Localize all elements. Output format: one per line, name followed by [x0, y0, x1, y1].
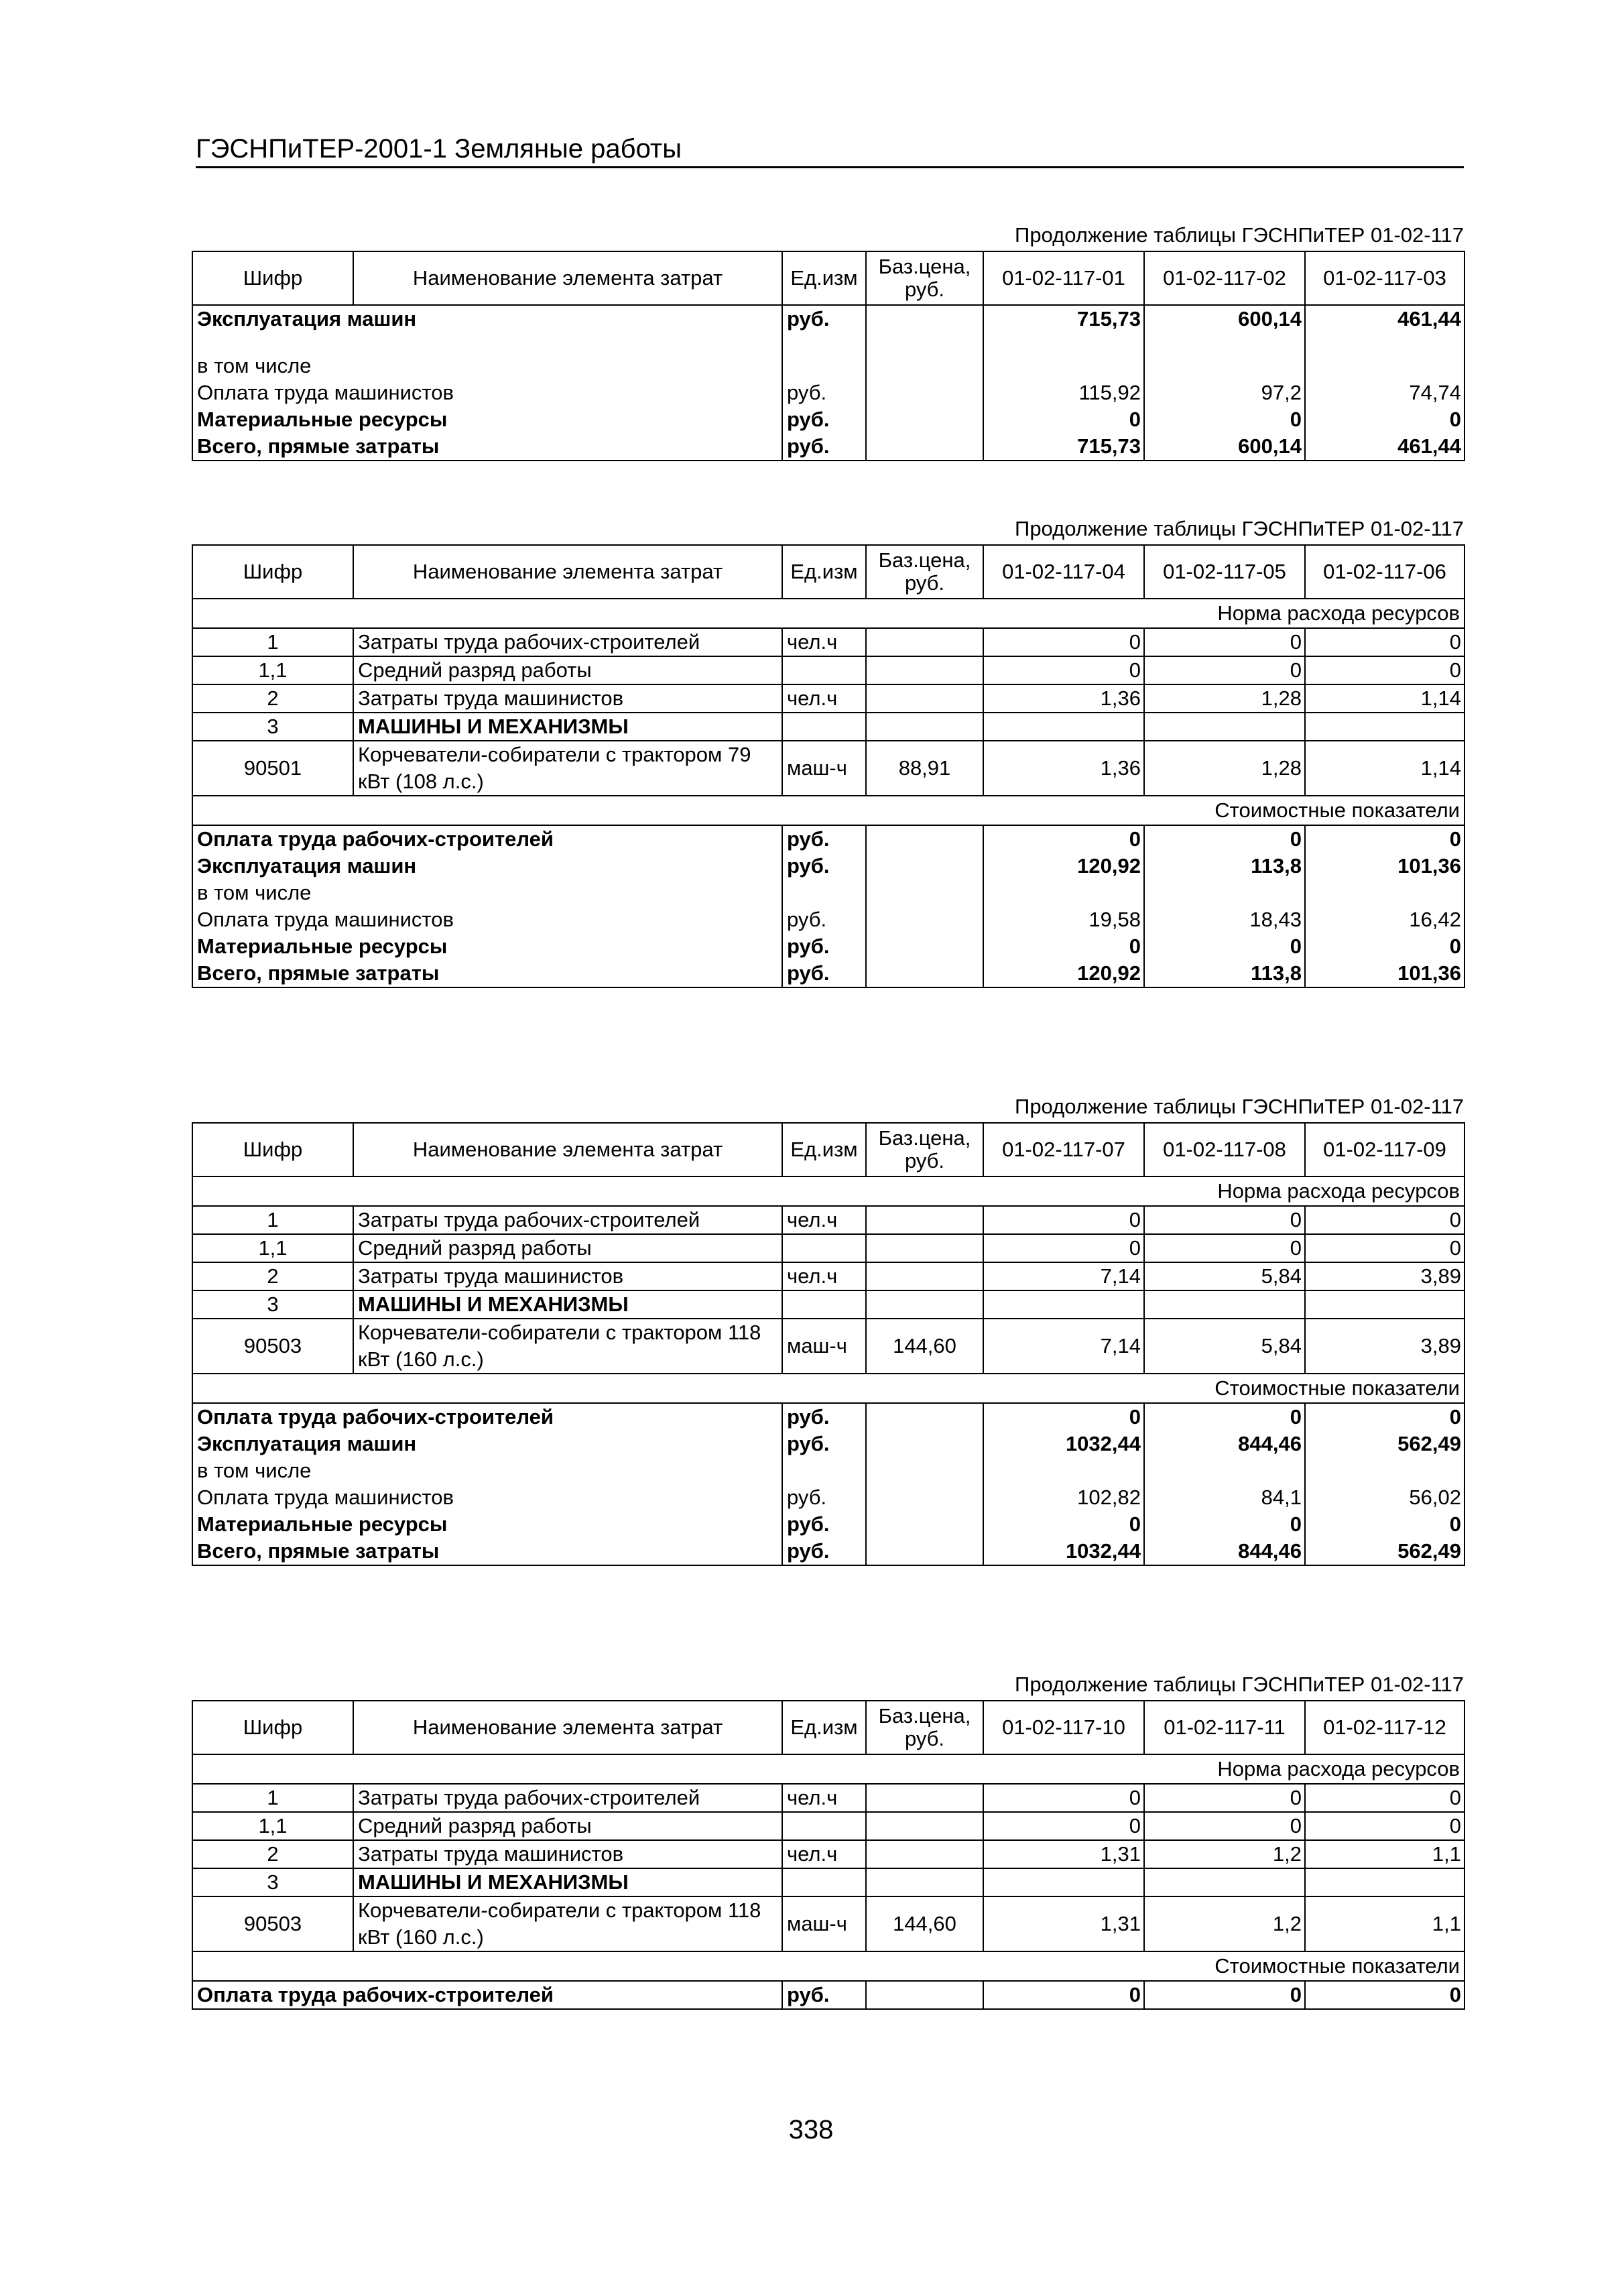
resource-row: [192, 741, 1464, 796]
value-cell: 113,8: [1144, 853, 1305, 880]
resource-row: [192, 1812, 1464, 1840]
value-cell: 844,46: [1144, 1538, 1305, 1565]
value-cell: 84,1: [1144, 1484, 1305, 1511]
col-header-shifr: Шифр: [192, 545, 353, 599]
price-cell: [866, 1403, 983, 1431]
value-cell: 0: [1305, 1812, 1464, 1840]
col-header-unit: Ед.изм: [782, 545, 866, 599]
col-header-unit: Ед.изм: [782, 1701, 866, 1754]
table-row: [192, 379, 1464, 406]
resource-row: [192, 1840, 1464, 1868]
col-header-code: 01-02-117-05: [1144, 545, 1305, 599]
value-cell: [1144, 880, 1305, 906]
value-cell: 120,92: [983, 960, 1144, 987]
value-cell: 0: [1305, 1784, 1464, 1812]
value-cell: 0: [983, 933, 1144, 960]
value-cell: 16,42: [1305, 906, 1464, 933]
value-cell: 7,14: [983, 1319, 1144, 1374]
resource-name: Средний разряд работы: [353, 656, 782, 684]
value-cell: 0: [983, 1511, 1144, 1538]
resource-row: [192, 1784, 1464, 1812]
resource-name: Затраты труда рабочих-строителей: [353, 1784, 782, 1812]
value-cell: 101,36: [1305, 853, 1464, 880]
value-cell: 0: [1144, 1234, 1305, 1262]
value-cell: 0: [1305, 933, 1464, 960]
section-band-norm: Норма расхода ресурсов: [192, 1176, 1464, 1206]
resource-price: [866, 1206, 983, 1234]
cost-rows: [192, 1403, 1464, 1565]
value-cell: [1144, 1457, 1305, 1484]
col-header-base-price: Баз.цена, руб.: [866, 1123, 983, 1176]
resource-name: Затраты труда рабочих-строителей: [353, 1206, 782, 1234]
cost-row: [192, 1403, 1464, 1431]
row-label-labor-workers: Оплата труда рабочих-строителей: [192, 1403, 782, 1431]
resource-unit: маш-ч: [782, 1896, 866, 1951]
value-cell: 0: [983, 1403, 1144, 1431]
resource-price: [866, 1262, 983, 1290]
value-cell: 1,31: [983, 1896, 1144, 1951]
col-header-code: 01-02-117-08: [1144, 1123, 1305, 1176]
value-cell: 1,36: [983, 741, 1144, 796]
value-cell: 115,92: [983, 379, 1144, 406]
value-cell: 0: [983, 1206, 1144, 1234]
resource-row: [192, 713, 1464, 741]
col-header-base-price: Баз.цена, руб.: [866, 1701, 983, 1754]
cost-row: [192, 1457, 1464, 1484]
value-cell: [1144, 1868, 1305, 1896]
col-header-code: 01-02-117-10: [983, 1701, 1144, 1754]
resource-price: [866, 656, 983, 684]
value-cell: [983, 1457, 1144, 1484]
resource-rows: [192, 628, 1464, 796]
price-cell: [866, 933, 983, 960]
price-cell: [866, 906, 983, 933]
value-cell: 0: [1144, 628, 1305, 656]
col-header-unit: Ед.изм: [782, 1123, 866, 1176]
price-cell: [866, 1538, 983, 1565]
value-cell: 0: [1144, 1784, 1305, 1812]
resource-name: МАШИНЫ И МЕХАНИЗМЫ: [353, 1868, 782, 1896]
cost-rows: [192, 1981, 1464, 2009]
unit-cell: руб.: [782, 1538, 866, 1565]
price-cell: [866, 1511, 983, 1538]
value-cell: 844,46: [1144, 1431, 1305, 1457]
row-label-machines: Эксплуатация машин: [192, 305, 782, 333]
value-cell: 1,14: [1305, 741, 1464, 796]
value-cell: 1,31: [983, 1840, 1144, 1868]
value-cell: [1144, 713, 1305, 741]
cost-rows: [192, 825, 1464, 987]
value-cell: 102,82: [983, 1484, 1144, 1511]
cost-row: [192, 1431, 1464, 1457]
resource-code: 1,1: [192, 1812, 353, 1840]
col-header-shifr: Шифр: [192, 1701, 353, 1754]
unit-cell: руб.: [782, 825, 866, 853]
resource-rows: [192, 1206, 1464, 1374]
row-label-machines: Эксплуатация машин: [192, 853, 782, 880]
col-header-shifr: Шифр: [192, 1123, 353, 1176]
unit-cell: руб.: [782, 906, 866, 933]
value-cell: 3,89: [1305, 1262, 1464, 1290]
resource-row: [192, 1896, 1464, 1951]
value-cell: 120,92: [983, 853, 1144, 880]
row-label-labor-operators: Оплата труда машинистов: [192, 1484, 782, 1511]
unit-cell: руб.: [782, 305, 866, 333]
value-cell: 0: [983, 1981, 1144, 2009]
resource-code: 3: [192, 713, 353, 741]
value-cell: 461,44: [1305, 305, 1464, 333]
resource-code: 90503: [192, 1896, 353, 1951]
value-cell: 0: [983, 1812, 1144, 1840]
cost-row: [192, 880, 1464, 906]
table-caption: Продолжение таблицы ГЭСНПиТЕР 01-02-117: [1015, 1095, 1464, 1118]
unit-cell: руб.: [782, 1431, 866, 1457]
col-header-code: 01-02-117-03: [1305, 251, 1464, 305]
resource-unit: чел.ч: [782, 1262, 866, 1290]
col-header-code: 01-02-117-09: [1305, 1123, 1464, 1176]
resource-row: [192, 1206, 1464, 1234]
value-cell: 715,73: [983, 433, 1144, 461]
unit-cell: [782, 1457, 866, 1484]
row-label-materials: Материальные ресурсы: [192, 933, 782, 960]
value-cell: 74,74: [1305, 379, 1464, 406]
value-cell: 0: [1305, 1511, 1464, 1538]
resource-price: [866, 1812, 983, 1840]
row-label-materials: Материальные ресурсы: [192, 1511, 782, 1538]
row-label-total: Всего, прямые затраты: [192, 433, 782, 461]
col-header-code: 01-02-117-12: [1305, 1701, 1464, 1754]
section-band-cost: Стоимостные показатели: [192, 796, 1464, 825]
value-cell: 0: [983, 406, 1144, 433]
value-cell: 461,44: [1305, 433, 1464, 461]
table-caption: Продолжение таблицы ГЭСНПиТЕР 01-02-117: [1015, 1673, 1464, 1696]
unit-cell: руб.: [782, 960, 866, 987]
value-cell: 0: [1144, 1812, 1305, 1840]
col-header-base-price: Баз.цена, руб.: [866, 545, 983, 599]
resource-row: [192, 1262, 1464, 1290]
table-header-row: [192, 1123, 1464, 1176]
resource-name: МАШИНЫ И МЕХАНИЗМЫ: [353, 1290, 782, 1319]
value-cell: 1,28: [1144, 684, 1305, 713]
value-cell: 1032,44: [983, 1431, 1144, 1457]
resource-code: 2: [192, 684, 353, 713]
resource-price: [866, 1234, 983, 1262]
value-cell: 600,14: [1144, 433, 1305, 461]
resource-code: 3: [192, 1868, 353, 1896]
resource-unit: [782, 1234, 866, 1262]
value-cell: 0: [1305, 656, 1464, 684]
cost-row: [192, 1484, 1464, 1511]
value-cell: 0: [983, 1784, 1144, 1812]
value-cell: 0: [1305, 406, 1464, 433]
price-cell: [866, 1457, 983, 1484]
row-label-materials: Материальные ресурсы: [192, 406, 782, 433]
value-cell: [1144, 1290, 1305, 1319]
resource-unit: [782, 656, 866, 684]
resource-code: 2: [192, 1840, 353, 1868]
value-cell: 0: [1144, 1981, 1305, 2009]
col-header-shifr: Шифр: [192, 251, 353, 305]
resource-unit: чел.ч: [782, 1840, 866, 1868]
table-header-row: [192, 251, 1464, 305]
price-cell: [866, 853, 983, 880]
unit-cell: руб.: [782, 1981, 866, 2009]
price-cell: [866, 1484, 983, 1511]
table-row: [192, 406, 1464, 433]
row-label-machines: Эксплуатация машин: [192, 1431, 782, 1457]
resource-unit: чел.ч: [782, 684, 866, 713]
resource-row: [192, 1319, 1464, 1374]
row-label-labor-workers: Оплата труда рабочих-строителей: [192, 825, 782, 853]
cost-row: [192, 1981, 1464, 2009]
value-cell: 1,36: [983, 684, 1144, 713]
cost-row: [192, 1538, 1464, 1565]
value-cell: 5,84: [1144, 1319, 1305, 1374]
col-header-code: 01-02-117-04: [983, 545, 1144, 599]
col-header-code: 01-02-117-11: [1144, 1701, 1305, 1754]
cost-row: [192, 853, 1464, 880]
resource-row: [192, 1290, 1464, 1319]
value-cell: 1,2: [1144, 1896, 1305, 1951]
col-header-code: 01-02-117-07: [983, 1123, 1144, 1176]
section-band-cost: Стоимостные показатели: [192, 1374, 1464, 1403]
page-number: 338: [788, 2115, 834, 2144]
value-cell: 56,02: [1305, 1484, 1464, 1511]
value-cell: 600,14: [1144, 305, 1305, 333]
value-cell: 3,89: [1305, 1319, 1464, 1374]
resource-row: [192, 1234, 1464, 1262]
value-cell: 562,49: [1305, 1538, 1464, 1565]
value-cell: 0: [983, 1234, 1144, 1262]
resource-unit: [782, 1868, 866, 1896]
table-caption: Продолжение таблицы ГЭСНПиТЕР 01-02-117: [1015, 223, 1464, 247]
resource-unit: чел.ч: [782, 628, 866, 656]
resource-price: [866, 713, 983, 741]
value-cell: 0: [1144, 933, 1305, 960]
resource-unit: маш-ч: [782, 1319, 866, 1374]
value-cell: 0: [983, 656, 1144, 684]
resource-code: 90503: [192, 1319, 353, 1374]
row-label-labor-operators: Оплата труда машинистов: [192, 906, 782, 933]
resource-row: [192, 684, 1464, 713]
row-label-including: в том числе: [192, 353, 782, 379]
row-label-labor-operators: Оплата труда машинистов: [192, 379, 782, 406]
price-cell: [866, 1981, 983, 2009]
col-header-unit: Ед.изм: [782, 251, 866, 305]
table-caption: Продолжение таблицы ГЭСНПиТЕР 01-02-117: [1015, 517, 1464, 540]
resource-name: Затраты труда рабочих-строителей: [353, 628, 782, 656]
price-cell: [866, 1431, 983, 1457]
value-cell: 1,2: [1144, 1840, 1305, 1868]
resource-name: Затраты труда машинистов: [353, 684, 782, 713]
price-cell: [866, 825, 983, 853]
col-header-code: 01-02-117-01: [983, 251, 1144, 305]
resource-row: [192, 1868, 1464, 1896]
resource-price: [866, 1290, 983, 1319]
table-header-row: [192, 1701, 1464, 1754]
value-cell: 0: [1144, 1206, 1305, 1234]
value-cell: 7,14: [983, 1262, 1144, 1290]
value-cell: 97,2: [1144, 379, 1305, 406]
cost-table-3: [192, 1122, 1465, 1566]
resource-code: 2: [192, 1262, 353, 1290]
resource-price: 88,91: [866, 741, 983, 796]
value-cell: [1305, 1457, 1464, 1484]
price-cell: [866, 960, 983, 987]
resource-name: Затраты труда машинистов: [353, 1840, 782, 1868]
table-row: [192, 353, 1464, 379]
resource-row: [192, 656, 1464, 684]
cost-row: [192, 1511, 1464, 1538]
resource-unit: [782, 1290, 866, 1319]
unit-cell: руб.: [782, 379, 866, 406]
value-cell: 0: [983, 628, 1144, 656]
unit-cell: руб.: [782, 853, 866, 880]
value-cell: 0: [1305, 825, 1464, 853]
value-cell: [1305, 1290, 1464, 1319]
value-cell: 1,14: [1305, 684, 1464, 713]
resource-unit: чел.ч: [782, 1206, 866, 1234]
resource-code: 1: [192, 1206, 353, 1234]
value-cell: 0: [1144, 1403, 1305, 1431]
value-cell: 0: [1305, 628, 1464, 656]
unit-cell: руб.: [782, 406, 866, 433]
value-cell: 18,43: [1144, 906, 1305, 933]
value-cell: 1032,44: [983, 1538, 1144, 1565]
value-cell: 0: [1144, 656, 1305, 684]
resource-code: 1: [192, 1784, 353, 1812]
resource-name: Средний разряд работы: [353, 1234, 782, 1262]
value-cell: [1305, 1868, 1464, 1896]
resource-unit: маш-ч: [782, 741, 866, 796]
resource-code: 1,1: [192, 1234, 353, 1262]
value-cell: 0: [1144, 825, 1305, 853]
row-label-total: Всего, прямые затраты: [192, 1538, 782, 1565]
value-cell: 19,58: [983, 906, 1144, 933]
resource-rows: [192, 1784, 1464, 1951]
section-band-cost: Стоимостные показатели: [192, 1951, 1464, 1981]
value-cell: 0: [1305, 1206, 1464, 1234]
value-cell: 562,49: [1305, 1431, 1464, 1457]
col-header-code: 01-02-117-06: [1305, 545, 1464, 599]
resource-price: [866, 1784, 983, 1812]
unit-cell: руб.: [782, 1511, 866, 1538]
value-cell: 0: [1144, 406, 1305, 433]
cost-table-2: [192, 544, 1465, 988]
resource-unit: [782, 713, 866, 741]
value-cell: 1,1: [1305, 1896, 1464, 1951]
col-header-base-price: Баз.цена, руб.: [866, 251, 983, 305]
resource-name: Затраты труда машинистов: [353, 1262, 782, 1290]
value-cell: 113,8: [1144, 960, 1305, 987]
value-cell: 0: [1305, 1981, 1464, 2009]
resource-name: Корчеватели-собиратели с трактором 79 кВт (108 л.с.): [353, 741, 782, 796]
resource-price: [866, 1868, 983, 1896]
unit-cell: [782, 880, 866, 906]
resource-price: [866, 628, 983, 656]
section-band-norm: Норма расхода ресурсов: [192, 1754, 1464, 1784]
value-cell: 0: [1305, 1403, 1464, 1431]
resource-code: 1: [192, 628, 353, 656]
value-cell: 715,73: [983, 305, 1144, 333]
value-cell: [1305, 713, 1464, 741]
price-cell: [866, 880, 983, 906]
resource-name: Корчеватели-собиратели с трактором 118 кВт (160 л.с.): [353, 1319, 782, 1374]
col-header-name: Наименование элемента затрат: [353, 1123, 782, 1176]
value-cell: 0: [1144, 1511, 1305, 1538]
resource-code: 1,1: [192, 656, 353, 684]
table-row: [192, 433, 1464, 461]
cost-table-4: [192, 1700, 1465, 2010]
value-cell: [983, 713, 1144, 741]
resource-name: Средний разряд работы: [353, 1812, 782, 1840]
row-label-labor-workers: Оплата труда рабочих-строителей: [192, 1981, 782, 2009]
col-header-name: Наименование элемента затрат: [353, 545, 782, 599]
col-header-name: Наименование элемента затрат: [353, 251, 782, 305]
unit-cell: руб.: [782, 1484, 866, 1511]
row-label-total: Всего, прямые затраты: [192, 960, 782, 987]
row-label-including: в том числе: [192, 880, 782, 906]
value-cell: 5,84: [1144, 1262, 1305, 1290]
resource-row: [192, 628, 1464, 656]
row-label-including: в том числе: [192, 1457, 782, 1484]
col-header-code: 01-02-117-02: [1144, 251, 1305, 305]
unit-cell: руб.: [782, 933, 866, 960]
value-cell: 1,1: [1305, 1840, 1464, 1868]
page-header: ГЭСНПиТЕР-2001-1 Земляные работы: [196, 133, 1464, 168]
resource-code: 90501: [192, 741, 353, 796]
value-cell: 0: [1305, 1234, 1464, 1262]
resource-price: 144,60: [866, 1319, 983, 1374]
resource-price: [866, 1840, 983, 1868]
resource-unit: чел.ч: [782, 1784, 866, 1812]
resource-unit: [782, 1812, 866, 1840]
value-cell: [1305, 880, 1464, 906]
unit-cell: руб.: [782, 433, 866, 461]
value-cell: 1,28: [1144, 741, 1305, 796]
col-header-name: Наименование элемента затрат: [353, 1701, 782, 1754]
value-cell: [983, 880, 1144, 906]
table-row: [192, 305, 1464, 333]
cost-row: [192, 906, 1464, 933]
table-header-row: [192, 545, 1464, 599]
cost-row: [192, 960, 1464, 987]
value-cell: [983, 1868, 1144, 1896]
resource-price: [866, 684, 983, 713]
cost-table-1: [192, 251, 1465, 461]
resource-name: Корчеватели-собиратели с трактором 118 кВт (160 л.с.): [353, 1896, 782, 1951]
value-cell: 0: [983, 825, 1144, 853]
resource-price: 144,60: [866, 1896, 983, 1951]
cost-row: [192, 825, 1464, 853]
resource-name: МАШИНЫ И МЕХАНИЗМЫ: [353, 713, 782, 741]
unit-cell: руб.: [782, 1403, 866, 1431]
value-cell: [983, 1290, 1144, 1319]
resource-code: 3: [192, 1290, 353, 1319]
section-band-norm: Норма расхода ресурсов: [192, 599, 1464, 628]
value-cell: 101,36: [1305, 960, 1464, 987]
cost-row: [192, 933, 1464, 960]
